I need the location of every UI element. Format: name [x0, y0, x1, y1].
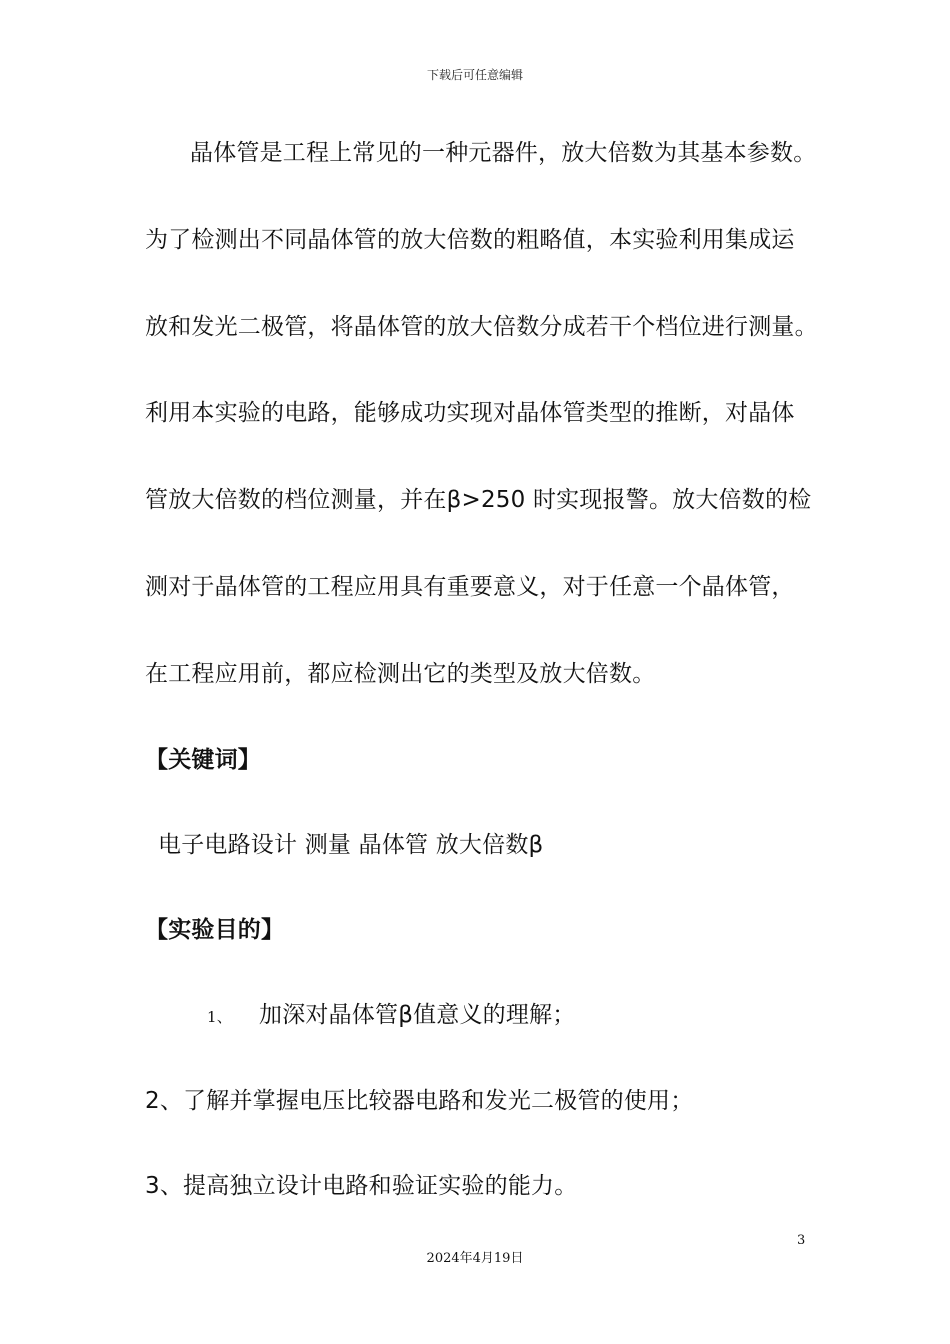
body-line-2: 为了检测出不同晶体管的放大倍数的粗略值，本实验利用集成运 — [145, 227, 795, 253]
objective-item-1-text: 加深对晶体管β值意义的理解； — [259, 1002, 576, 1028]
objectives-heading: 【实验目的】 — [145, 917, 285, 943]
objective-item-3: 3、提高独立设计电路和验证实验的能力。 — [145, 1173, 578, 1199]
body-line-3: 放和发光二极管，将晶体管的放大倍数分成若干个档位进行测量。 — [145, 314, 818, 340]
page-header: 下载后可任意编辑 — [426, 68, 523, 82]
keywords-text: 电子电路设计 测量 晶体管 放大倍数β — [158, 832, 544, 858]
body-line-4: 利用本实验的电路，能够成功实现对晶体管类型的推断，对晶体 — [145, 400, 795, 426]
body-line-6: 测对于晶体管的工程应用具有重要意义，对于任意一个晶体管， — [145, 574, 795, 600]
footer-date: 2024年4月19日 — [426, 1251, 524, 1266]
page-number: 3 — [797, 1233, 806, 1248]
keywords-heading: 【关键词】 — [145, 747, 261, 773]
objective-item-1 — [207, 1000, 575, 1032]
objective-item-1-number: 1、 — [207, 1008, 232, 1026]
body-line-1: 晶体管是工程上常见的一种元器件，放大倍数为其基本参数。 — [190, 140, 817, 166]
objective-item-2: 2、了解并掌握电压比较器电路和发光二极管的使用； — [145, 1088, 694, 1114]
body-line-5: 管放大倍数的档位测量，并在β>250 时实现报警。放大倍数的检 — [145, 487, 812, 513]
body-line-7: 在工程应用前，都应检测出它的类型及放大倍数。 — [145, 661, 656, 687]
